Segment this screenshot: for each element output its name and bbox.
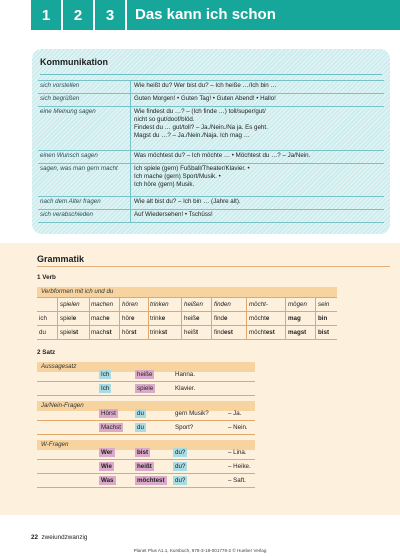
kommunikation-label: nach dem Alter fragen	[40, 198, 101, 205]
verb-irregular-form: mag	[288, 315, 301, 322]
example-line: nicht so gut/doof/blöd.	[134, 116, 195, 123]
kommunikation-bottom-rule	[38, 222, 384, 223]
sentence-token: Sport?	[175, 424, 194, 431]
kommunikation-row	[38, 80, 384, 93]
example-line: Wie alt bist du? – Ich bin … (Jahre alt).	[134, 198, 241, 205]
chapter-header	[0, 0, 400, 30]
verb-column-divider	[119, 298, 120, 340]
example-line: Guten Morgen! • Guten Tag! • Guten Abend! • Hallo!	[134, 95, 276, 102]
column-divider	[130, 164, 131, 196]
verb-ending: est	[265, 329, 275, 336]
column-divider	[130, 81, 131, 93]
verb-stem: trink	[150, 329, 162, 336]
chapter-title: Das kann ich schon	[135, 6, 276, 23]
satz-row-rule	[37, 473, 255, 474]
verb-ending: t	[196, 329, 199, 336]
sentence-token: Machst	[101, 424, 121, 431]
verb-infinitive: sein	[318, 301, 330, 308]
verb-column-divider	[148, 298, 149, 340]
sentence-token: Klavier.	[175, 385, 196, 392]
example-line: Ich mache (gern) Sport/Musik. •	[134, 173, 221, 180]
grammatik-divider	[37, 266, 390, 267]
verb-stem: mach	[91, 315, 107, 322]
verb-ending: e	[196, 315, 200, 322]
sentence-token: bist	[137, 449, 149, 456]
verb-stem: find	[214, 315, 224, 322]
sentence-token: – Ja.	[228, 410, 242, 417]
kommunikation-examples	[134, 152, 382, 160]
kommunikation-label: sich begrüßen	[40, 95, 80, 102]
verb-table-rule	[37, 339, 337, 340]
sentence-token: – Nein.	[228, 424, 248, 431]
sentence-token: du?	[175, 463, 186, 470]
verb-table-rule	[37, 325, 337, 326]
verb-ending: st	[106, 329, 112, 336]
example-line: Ich höre (gern) Musik.	[134, 181, 195, 188]
verb-irregular-form: bin	[318, 315, 328, 322]
sentence-token: spiele	[137, 385, 154, 392]
example-line: Was möchtest du? – Ich möchte … • Möchtest du …? – Ja/Nein.	[134, 152, 311, 159]
kommunikation-row	[38, 106, 384, 150]
satz-row-rule	[37, 487, 255, 488]
kommunikation-examples	[134, 165, 382, 189]
verb-stem: hör	[122, 315, 131, 322]
verb-form	[150, 329, 167, 336]
kommunikation-divider	[40, 74, 382, 75]
sentence-token: – Lina.	[228, 449, 247, 456]
kommunikation-label: eine Meinung sagen	[40, 108, 96, 115]
satz-row-rule	[37, 434, 255, 435]
grammatik-title: Grammatik	[37, 254, 85, 264]
kommunikation-row	[38, 209, 384, 222]
verb-stem: trink	[150, 315, 162, 322]
sentence-token: – Saft.	[228, 477, 246, 484]
verb-infinitive: heißen	[184, 301, 203, 308]
verb-form	[150, 315, 165, 322]
kommunikation-label: sagen, was man gern macht	[40, 165, 118, 172]
kommunikation-row	[38, 196, 384, 209]
sentence-token: du	[137, 424, 144, 431]
verb-ending: st	[72, 329, 79, 336]
verb-ending: e	[223, 315, 228, 322]
chapter-number-1: 1	[31, 0, 61, 30]
verb-column-divider	[181, 298, 182, 340]
sentence-token: du	[137, 410, 144, 417]
kommunikation-examples	[134, 95, 382, 103]
verb-form	[318, 329, 329, 336]
verb-stem: heiß	[184, 315, 197, 322]
verb-stem: spiel	[60, 329, 73, 336]
satz-row-rule	[37, 395, 255, 396]
verb-stem: möcht	[249, 329, 266, 336]
kommunikation-title: Kommunikation	[40, 57, 109, 67]
column-divider	[130, 107, 131, 150]
verb-infinitive: trinken	[150, 301, 169, 308]
verb-ending: e	[265, 315, 270, 322]
chapter-number-3: 3	[95, 0, 125, 30]
verb-pronoun: du	[39, 329, 46, 336]
sentence-token: Wie	[101, 463, 112, 470]
verb-form	[122, 329, 136, 336]
page-footer	[31, 534, 87, 541]
sentence-token: Hörst	[101, 410, 116, 417]
verb-table-rule	[37, 297, 337, 298]
verb-table-header	[37, 287, 337, 297]
verb-form	[249, 329, 275, 336]
sentence-token: möchtest	[137, 477, 165, 484]
column-divider	[130, 94, 131, 106]
verb-irregular-form: magst	[288, 329, 307, 336]
verb-column-divider	[89, 298, 90, 340]
chapter-number-2: 2	[63, 0, 93, 30]
verb-pronoun: ich	[39, 315, 47, 322]
satz-heading: 2 Satz	[37, 349, 56, 356]
sentence-token: Wer	[101, 449, 113, 456]
kommunikation-label: sich verabschieden	[40, 211, 93, 218]
verb-stem: mach	[91, 329, 107, 336]
grammatik-box	[0, 243, 400, 515]
column-divider	[130, 197, 131, 209]
verb-ending: st	[130, 329, 137, 336]
sentence-token: – Heike.	[228, 463, 251, 470]
satz-section-header	[37, 401, 255, 411]
kommunikation-row	[38, 93, 384, 106]
satz-row-rule	[37, 420, 255, 421]
publisher-credit: Planet Plus A1.1, Kursbuch, 978-3-19-001778-2 © Hueber Verlag	[133, 548, 267, 553]
verb-form	[91, 329, 112, 336]
kommunikation-label: einen Wunsch sagen	[40, 152, 98, 159]
verb-irregular-form: bist	[318, 329, 330, 336]
verb-form	[288, 329, 306, 336]
kommunikation-examples	[134, 108, 382, 140]
verb-table-rule	[37, 311, 337, 312]
example-line: Ich spiele (gern) Fußball/Theater/Klavier. •	[134, 165, 250, 172]
verb-form	[318, 315, 327, 322]
verb-stem: heiß	[184, 329, 197, 336]
sentence-token: Ich	[101, 371, 110, 378]
verb-heading: 1 Verb	[37, 274, 56, 281]
kommunikation-row	[38, 150, 384, 163]
satz-row-rule	[37, 381, 255, 382]
kommunikation-examples	[134, 198, 382, 206]
verb-form	[288, 315, 301, 322]
verb-infinitive: finden	[214, 301, 231, 308]
verb-column-divider	[211, 298, 212, 340]
kommunikation-label: sich vorstellen	[40, 82, 80, 89]
verb-form	[60, 329, 78, 336]
verb-infinitive: machen	[91, 301, 114, 308]
example-line: Wie heißt du? Wer bist du? – Ich heiße …/Ich bin …	[134, 82, 277, 89]
verb-form	[184, 329, 198, 336]
verb-column-divider	[315, 298, 316, 340]
verb-infinitive: mögen	[288, 301, 307, 308]
page-number-word: zweiundzwanzig	[41, 534, 88, 541]
verb-column-divider	[246, 298, 247, 340]
kommunikation-row	[38, 163, 384, 196]
verb-infinitive: möcht-	[249, 301, 268, 308]
verb-form	[184, 315, 200, 322]
satz-row-rule	[37, 459, 255, 460]
sentence-token: Ich	[101, 385, 110, 392]
verb-table-title: Verbformen mit ich und du	[41, 288, 114, 295]
kommunikation-examples	[134, 82, 382, 90]
column-divider	[130, 210, 131, 222]
verb-stem: möcht	[249, 315, 266, 322]
page-number: 22	[31, 534, 39, 541]
verb-ending: e	[106, 315, 110, 322]
verb-ending: e	[72, 315, 77, 322]
satz-section-title: W-Fragen	[41, 441, 69, 448]
verb-column-divider	[285, 298, 286, 340]
verb-stem: find	[214, 329, 224, 336]
verb-ending: e	[161, 315, 166, 322]
sentence-token: gern Musik?	[175, 410, 209, 417]
verb-infinitive: hören	[122, 301, 138, 308]
satz-section-title: Ja/Nein-Fragen	[41, 402, 84, 409]
example-line: Auf Wiedersehen! • Tschüss!	[134, 211, 213, 218]
verb-form	[249, 315, 269, 322]
verb-form	[214, 315, 227, 322]
kommunikation-examples	[134, 211, 382, 219]
sentence-token: du?	[175, 449, 186, 456]
verb-form	[91, 315, 110, 322]
satz-section-title: Aussagesatz	[41, 363, 77, 370]
example-line: Wie findest du …? – (Ich finde …) toll/super/gut/	[134, 108, 266, 115]
verb-form	[214, 329, 233, 336]
example-line: Findest du … gut/toll? – Ja./Nein./Na ja. Es geht.	[134, 124, 268, 131]
verb-form	[122, 315, 134, 322]
verb-column-divider	[57, 298, 58, 340]
kommunikation-box	[32, 49, 390, 234]
sentence-token: heißt	[137, 463, 152, 470]
sentence-token: Was	[101, 477, 114, 484]
example-line: Magst du …? – Ja./Nein./Naja. Ich mag …	[134, 132, 250, 139]
verb-ending: st	[161, 329, 168, 336]
verb-infinitive: spielen	[60, 301, 80, 308]
column-divider	[130, 151, 131, 163]
verb-ending: est	[223, 329, 233, 336]
sentence-token: heiße	[137, 371, 153, 378]
verb-form	[60, 315, 76, 322]
sentence-token: du?	[175, 477, 186, 484]
verb-stem: spiel	[60, 315, 73, 322]
verb-stem: hör	[122, 329, 131, 336]
verb-ending: e	[130, 315, 135, 322]
sentence-token: Hanna.	[175, 371, 195, 378]
